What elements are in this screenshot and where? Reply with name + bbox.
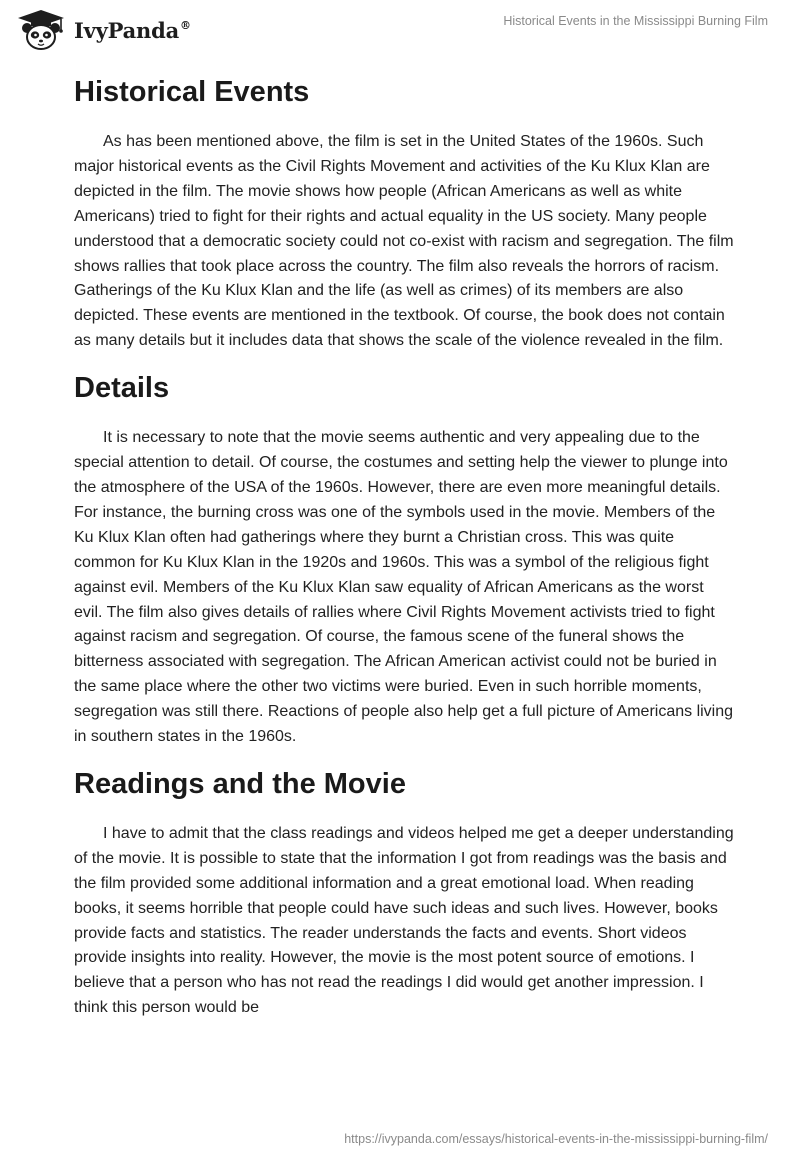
- page-header: [0, 0, 800, 60]
- essay-body: [74, 72, 734, 1021]
- source-url[interactable]: https://ivypanda.com/essays/historical-events-in-the-mississippi-burning-film/: [344, 1132, 768, 1146]
- section-heading: Readings and the Movie: [74, 767, 406, 800]
- brand-name: IvyPanda®: [74, 17, 191, 43]
- section-paragraph: It is necessary to note that the movie seems authentic and very appealing due to the special attention to detail. Of course, the costumes and setting help the viewer to plunge into the atmosphere of the USA of the 1960s. However, there are even more meaningful details. For instance, the burning cross was one of the symbols used in the movie. Members of the Ku Klux Klan often had gatherings where they burnt a Christian cross. This was quite common for Ku Klux Klan in the 1920s and 1960s. This was a symbol of the religious fight against evil. Members of the Ku Klux Klan saw equality of African Americans as the worst evil. The film also gives details of rallies where Civil Rights Movement activists tried to fight against racism and segregation. Of course, the famous scene of the funeral shows the bitterness associated with segregation. The African American activist could not be buried in the same place where the other two victims were buried. Even in such horrible moments, segregation was still there. Reactions of people also help get a full picture of Americans living in southern states in the 1960s.: [74, 429, 734, 746]
- ivypanda-logo[interactable]: [14, 8, 191, 52]
- section-heading: Details: [74, 372, 170, 405]
- section-heading: Historical Events: [74, 76, 310, 108]
- section-paragraph: As has been mentioned above, the film is set in the United States of the 1960s. Such major historical events as the Civil Rights Movement and activities of the Ku Klux Klan are depicted in the film. The movie shows how people (African Americans as well as white Americans) tried to fight for their rights and actual equality in the US society. Many people understood that a democratic society could not co-exist with racism and segregation. The film shows rallies that took place across the country. The film also reveals the horrors of racism. Gatherings of the Ku Klux Klan and the life (as well as crimes) of its members are also depicted. These events are mentioned in the textbook. Of course, the book does not contain as many details but it includes data that shows the scale of the violence revealed in the film.: [74, 133, 734, 350]
- document-title: Historical Events in the Mississippi Burning Film: [503, 14, 768, 28]
- panda-graduate-icon: [14, 8, 68, 52]
- section-readings-and-movie: [74, 764, 734, 1021]
- section-paragraph: I have to admit that the class readings and videos helped me get a deeper understanding of the movie. It is possible to state that the information I got from readings was the basis and the film provided some additional information and a great emotional load. When reading books, it seems horrible that people could have such ideas and such lives. However, books provide facts and statistics. The reader understands the facts and events. Short videos provide insights into reality. However, the movie is the most potent source of emotions. I believe that a person who has not read the readings I did would get another impression. I think this person would be: [74, 824, 734, 1017]
- section-details: [74, 368, 734, 750]
- section-historical-events: [74, 72, 734, 354]
